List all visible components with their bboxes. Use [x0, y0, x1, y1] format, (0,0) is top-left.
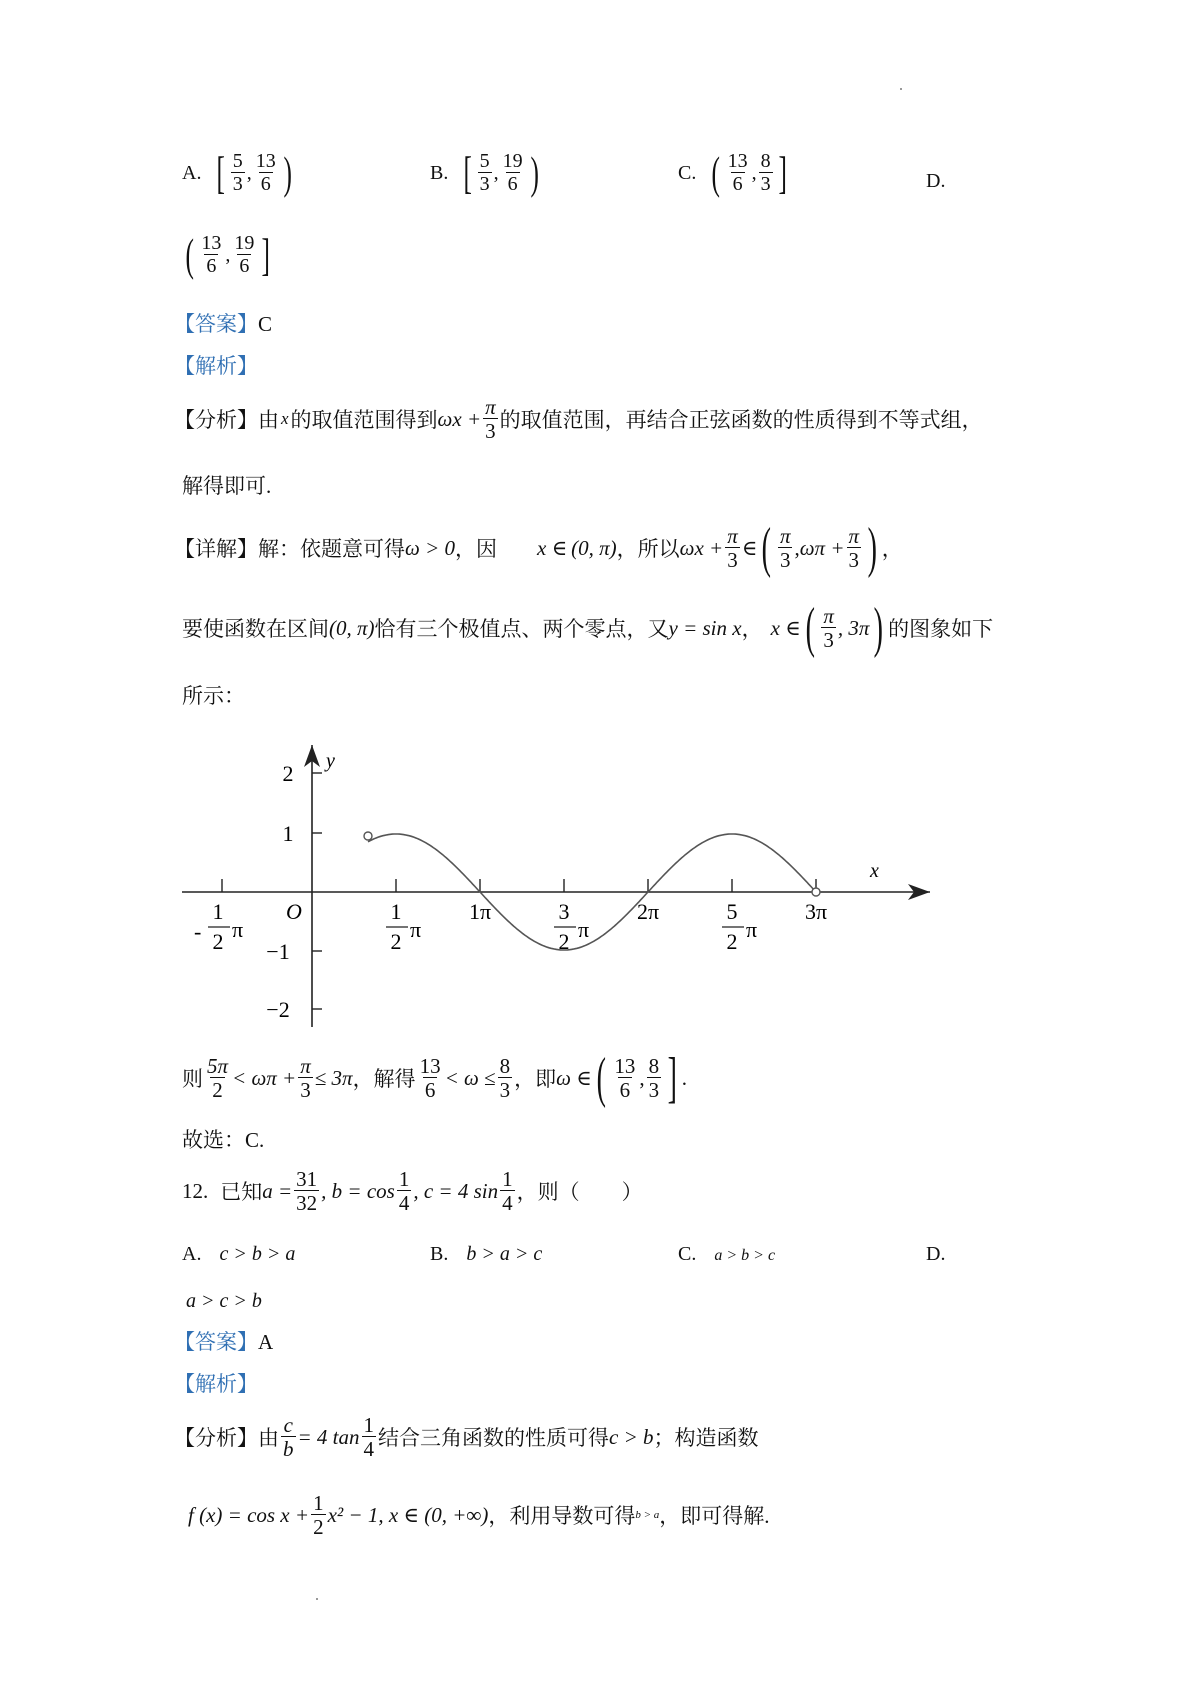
text: 的取值范围，再结合正弦函数的性质得到不等式组，	[499, 408, 983, 433]
fraction: $\frac{\pi}{3}$	[779, 523, 791, 572]
math-expr: ω ∈	[556, 1065, 592, 1090]
q11-option-a[interactable]: A. [ $\frac{5}{3}$ , $\frac{13}{6}$ )	[182, 147, 292, 198]
y-axis-label: y	[326, 750, 335, 772]
x-tick-3half-pi: π	[578, 917, 590, 942]
bracket-right: ]	[261, 229, 271, 280]
q12-option-d-text[interactable]	[186, 1290, 262, 1313]
q11-detail-line: 【详解】 解：依题意可得 ω > 0 ，因 x ∈ (0, π) ，所以 ωx + $\frac{\pi}{3}$ ∈ ( $\frac{\pi}{3}$ , ωπ + $\frac{\pi}{3}$ ) ，	[174, 517, 903, 579]
fraction: $\frac{1}{4}$	[363, 1413, 375, 1462]
math-expr: , b = cos	[321, 1178, 395, 1203]
q11-fenxi-line2: 解得即可.	[182, 474, 272, 498]
bracket-left: (	[185, 229, 194, 280]
q11-answer	[174, 308, 272, 338]
open-endpoint-left	[364, 832, 372, 840]
bracket-right: )	[530, 147, 539, 198]
fraction: $\frac{c}{b}$	[283, 1413, 294, 1462]
text: ，所以	[616, 537, 680, 561]
q11-option-d-label[interactable]	[926, 170, 945, 193]
math-expr: ≤ 3π	[314, 1065, 353, 1090]
text: ，利用导数可得	[488, 1504, 636, 1529]
math-expr: f (x) = cos x +	[188, 1502, 310, 1527]
math-expr: x² − 1, x ∈ (0, +∞)	[327, 1502, 489, 1527]
bracket-right: ]	[778, 147, 787, 198]
x-tick-3pi: 3π	[804, 899, 828, 924]
paren-right: )	[874, 597, 884, 659]
text: 的图象如下	[888, 617, 994, 641]
fraction: $\frac{19}{6}$	[234, 232, 255, 277]
fenxi-tag: 【分析】	[174, 1426, 258, 1451]
paren-left: (	[805, 597, 815, 659]
option-label: A.	[182, 1243, 202, 1265]
q11-option-b[interactable]: B. [ $\frac{5}{3}$ , $\frac{19}{6}$ )	[430, 147, 539, 198]
fraction: $\frac{8}{3}$	[499, 1053, 511, 1102]
q12-fenxi-line	[174, 1414, 759, 1460]
paren-right: )	[867, 517, 878, 579]
x-tick-half-num: 1	[390, 899, 402, 924]
fraction: $\frac{5\pi}{2}$	[207, 1053, 229, 1102]
fraction: $\frac{13}{6}$	[255, 150, 276, 195]
fraction: $\frac{5}{3}$	[479, 150, 490, 195]
x-tick-5half-pi: π	[746, 917, 758, 942]
x-tick-2pi: 2π	[636, 899, 660, 924]
text: 已知	[220, 1180, 263, 1205]
math-expr: a =	[262, 1178, 293, 1203]
text: ，解得	[352, 1067, 416, 1091]
text: 的取值范围得到	[290, 408, 438, 433]
math-expr: b > a	[635, 1509, 660, 1522]
text: ，即可得解.	[659, 1504, 770, 1529]
fraction: $\frac{\pi}{3}$	[823, 603, 834, 652]
y-tick-label-2: 2	[282, 761, 294, 786]
bracket-right: ]	[667, 1047, 678, 1109]
fraction: $\frac{8}{3}$	[648, 1053, 660, 1102]
bracket-left: (	[711, 147, 721, 198]
math-expr: , c = 4 sin	[413, 1178, 499, 1203]
math-expr: x ∈	[770, 615, 801, 640]
text: ，	[741, 617, 763, 641]
y-tick-label-1: 1	[282, 821, 294, 846]
math-expr: (0, π)	[329, 615, 375, 640]
option-label: B.	[430, 161, 449, 184]
fraction: $\frac{13}{6}$	[419, 1053, 441, 1102]
math-expr: ωx +	[679, 535, 724, 560]
math-expr: ∈	[741, 535, 758, 560]
scan-dot-bottom	[316, 1598, 318, 1600]
x-tick-5half-num: 5	[726, 899, 738, 924]
x-tick-half-den: 2	[390, 929, 402, 954]
q11-choose: 故选：C.	[182, 1128, 265, 1152]
sine-graph	[170, 745, 930, 1035]
text: 由	[258, 408, 279, 433]
fraction: $\frac{1}{4}$	[502, 1167, 513, 1216]
math-expr: (0, π)	[571, 535, 617, 560]
fraction: $\frac{1}{4}$	[398, 1167, 410, 1216]
q11-line4: 所示：	[182, 684, 245, 708]
fraction: $\frac{1}{2}$	[313, 1491, 324, 1540]
fenxi-tag: 【分析】	[174, 408, 258, 433]
option-label: C.	[678, 161, 697, 184]
math-expr: ω > 0	[405, 535, 455, 560]
text: 恰有三个极值点、两个零点，又	[374, 617, 669, 641]
x-tick-neg-den: 2	[212, 929, 224, 954]
option-text: c > b > a	[219, 1243, 296, 1265]
x-axis-label: x	[870, 860, 879, 882]
q11-option-c[interactable]: C. ( $\frac{13}{6}$ , $\frac{8}{3}$ ]	[678, 147, 787, 198]
fraction: $\frac{\pi}{3}$	[300, 1053, 311, 1102]
x-tick-1pi: 1π	[468, 899, 492, 924]
text: 结合三角函数的性质可得	[378, 1426, 610, 1451]
option-text: b > a > c	[466, 1243, 543, 1265]
option-text: a > c > b	[186, 1290, 262, 1312]
text: 解：依题意可得	[258, 537, 405, 561]
paren-left: (	[596, 1047, 606, 1109]
option-text: a > b > c	[714, 1247, 776, 1264]
option-label: B.	[430, 1243, 449, 1265]
math-expr: < ω ≤	[444, 1065, 496, 1090]
q12-analysis-tag: 【解析】	[174, 1372, 258, 1396]
paren-left: (	[761, 517, 772, 579]
text: 由	[258, 1426, 279, 1451]
math-x: x	[281, 409, 289, 429]
option-label: C.	[678, 1243, 697, 1265]
answer-tag: 【答案】	[174, 1330, 258, 1354]
math-expr: c > b	[609, 1424, 654, 1449]
math-expr: ωπ +	[799, 535, 845, 560]
text: ，	[881, 537, 903, 561]
text: ，即	[514, 1067, 557, 1091]
y-tick-label-neg1: −1	[266, 939, 290, 964]
math-expr: x ∈	[537, 535, 568, 560]
q12-answer	[174, 1326, 273, 1356]
x-tick-3half-num: 3	[558, 899, 570, 924]
x-tick-neg-sign: -	[194, 919, 202, 944]
q11-fenxi-line	[174, 396, 983, 442]
text: 则	[182, 1067, 203, 1091]
option-label: D.	[926, 170, 946, 192]
x-tick-3half-den: 2	[558, 929, 570, 954]
question-number: 12.	[182, 1178, 209, 1203]
fraction: $\frac{31}{32}$	[296, 1167, 318, 1216]
fraction: $\frac{19}{6}$	[502, 150, 523, 195]
fraction: $\frac{5}{3}$	[232, 150, 243, 195]
q12-option-d[interactable]	[926, 1243, 945, 1266]
fraction: $\frac{8}{3}$	[760, 150, 771, 195]
text: 要使函数在区间	[182, 617, 329, 641]
scan-dot-top	[900, 88, 902, 90]
q12-option-a[interactable]	[182, 1243, 295, 1266]
option-label: D.	[926, 1243, 946, 1265]
bracket-left: [	[463, 147, 473, 198]
math-expr: ωx +	[437, 406, 482, 431]
detail-tag: 【详解】	[174, 537, 258, 561]
q11-option-d[interactable]: ( $\frac{13}{6}$ , $\frac{19}{6}$ ]	[185, 229, 271, 280]
option-label: A.	[182, 161, 202, 184]
y-tick-label-neg2: −2	[266, 997, 290, 1022]
x-tick-neg-num: 1	[212, 899, 224, 924]
text: ，因	[455, 537, 497, 561]
text: ，则（ ）	[516, 1180, 643, 1205]
fraction: $\frac{13}{6}$	[614, 1053, 636, 1102]
origin-label: O	[286, 899, 302, 924]
text: ；构造函数	[653, 1426, 759, 1451]
text: .	[681, 1065, 688, 1090]
q11-analysis-tag: 【解析】	[174, 354, 258, 378]
bracket-right: )	[283, 147, 292, 198]
fraction: $\frac{\pi}{3}$	[485, 395, 496, 444]
x-tick-half-pi: π	[410, 917, 422, 942]
math-expr: = 4 tan	[297, 1424, 360, 1449]
q11-line3	[182, 597, 994, 659]
fraction: $\frac{\pi}{3}$	[848, 523, 860, 572]
math-expr: y = sin x	[668, 615, 742, 640]
x-tick-5half-den: 2	[726, 929, 738, 954]
q11-result-line: 则 $\frac{5\pi}{2}$ < ωπ + $\frac{\pi}{3}$ ≤ 3π ，解得 $\frac{13}{6}$ < ω ≤ $\frac{8}{3}$ ，即 ω ∈ ( $\frac{13}{6}$ , $\frac{8}{3}$ ] .	[182, 1047, 688, 1109]
open-endpoint-right	[812, 888, 820, 896]
answer-tag: 【答案】	[174, 312, 258, 336]
math-expr: < ωπ +	[232, 1065, 297, 1090]
fraction: $\frac{13}{6}$	[727, 150, 748, 195]
fraction: $\frac{\pi}{3}$	[727, 523, 738, 572]
math-expr: , 3π	[837, 615, 870, 640]
bracket-left: [	[216, 147, 226, 198]
q12-stem	[182, 1168, 643, 1214]
q12-option-b[interactable]	[430, 1243, 542, 1266]
answer-value: C	[258, 312, 273, 336]
q12-option-c[interactable]	[678, 1243, 775, 1266]
x-tick-neg-pi: π	[232, 917, 244, 942]
q12-fdef-line	[188, 1492, 770, 1538]
answer-value: A	[258, 1330, 274, 1354]
fraction: $\frac{13}{6}$	[201, 232, 222, 277]
